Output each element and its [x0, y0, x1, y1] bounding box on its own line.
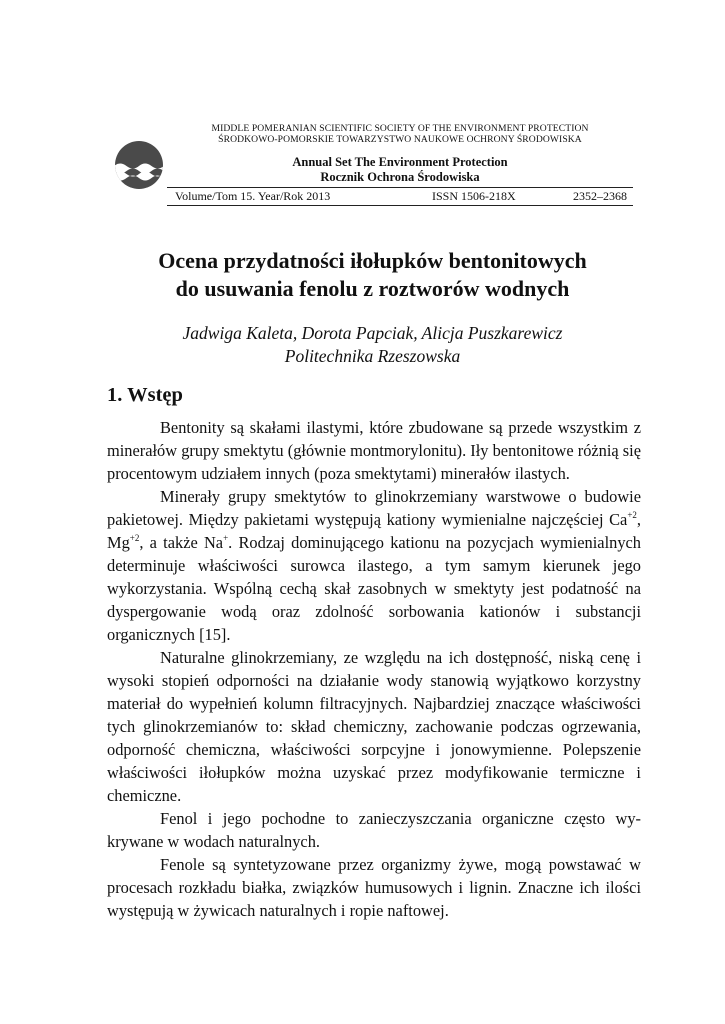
paragraph-2-part-a: Minerały grupy smektytów to glinokrzemiany warstwowe o budowie pakietowej. Między pakietami występują kationy wymienialne najczęściej Ca — [107, 487, 641, 529]
affiliation: Politechnika Rzeszowska — [284, 346, 461, 366]
volume-info: Volume/Tom 15. Year/Rok 2013 — [175, 189, 331, 203]
paragraph-1: Bentonity są skałami ilastymi, które zbudowane są przede wszystkim z minerałów grupy smektytu (głównie montmorylonitu). Iły bentonitowe różnią się procentowym udziałem innych (poza smektytami) minerałów ilastych. — [107, 418, 641, 483]
title-line-1: Ocena przydatności iłołupków bentonitowych — [158, 248, 587, 273]
author-block — [80, 322, 665, 368]
article-title — [80, 247, 665, 303]
society-header — [140, 123, 660, 145]
issn: ISSN 1506-218X — [432, 189, 516, 203]
society-name-pl: ŚRODKOWO-POMORSKIE TOWARZYSTWO NAUKOWE OCHRONY ŚRODOWISKA — [218, 134, 582, 145]
superscript-mg: +2 — [129, 533, 140, 543]
paragraph-2 — [107, 485, 641, 646]
paragraph-2-part-c: , a także Na — [139, 533, 224, 552]
authors: Jadwiga Kaleta, Dorota Papciak, Alicja Puszkarewicz — [182, 323, 563, 343]
society-logo-icon — [114, 140, 164, 190]
paragraph-4: Fenol i jego pochodne to zanieczyszczania organiczne często wykrywane w wodach naturalnych. — [107, 809, 641, 851]
journal-name-en: Annual Set The Environment Protection — [292, 155, 508, 169]
article-body — [107, 416, 641, 922]
paragraph-2-part-d: . Rodzaj dominującego kationu na pozycjach wymienialnych determinuje właściwości surowca ilastego, a tym samym kierunek jego wykorzystania. Wspólną cechą skał zasobnych w smektyty jest podatność na dyspergowanie wodą oraz zdolność sorbowania kationów i substancji organicznych [15]. — [107, 533, 641, 644]
journal-header — [230, 155, 570, 185]
superscript-ca: +2 — [627, 510, 637, 520]
title-line-2: do usuwania fenolu z roztworów wodnych — [175, 276, 570, 301]
paragraph-2-part-b: , Mg — [107, 510, 641, 552]
page-range: 2352–2368 — [573, 189, 627, 203]
society-name-en: MIDDLE POMERANIAN SCIENTIFIC SOCIETY OF THE ENVIRONMENT PROTECTION — [211, 123, 589, 134]
paragraph-5: Fenole są syntetyzowane przez organizmy żywe, mogą powstawać w procesach rozkładu białka, związków humusowych i lignin. Znaczne ich ilości występują w żywicach naturalnych i ropie naftowej. — [107, 855, 641, 920]
header-rule-top — [167, 187, 633, 188]
journal-name-pl: Rocznik Ochrona Środowiska — [320, 170, 480, 184]
section-heading: 1. Wstęp — [107, 384, 183, 406]
header-rule-bottom — [167, 205, 633, 206]
paragraph-3: Naturalne glinokrzemiany, ze względu na ich dostępność, niską cenę i wysoki stopień odporności na działanie wody stanowią wyjątkowo korzystny materiał do wypełnień kolumn filtracyjnych. Najbardziej znaczące właściwości tych glinokrzemianów to: skład chemiczny, zachowanie podczas ogrzewania, odporność chemiczna, właściwości sorpcyjne i jonowymienne. Polepszenie właściwości iłołupków można uzyskać przez modyfikowanie termiczne i chemiczne. — [107, 648, 641, 805]
superscript-na: + — [223, 533, 229, 543]
